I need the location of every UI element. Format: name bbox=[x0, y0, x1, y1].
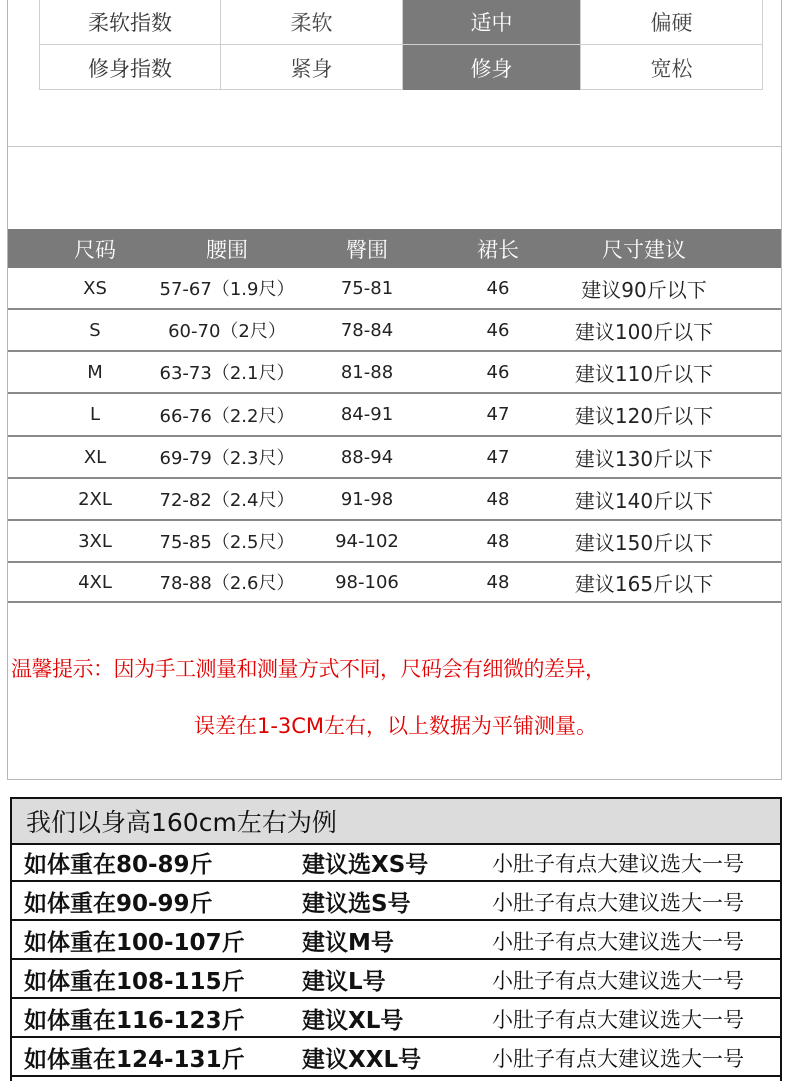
guide-weight-range: 如体重在116-123斤 bbox=[24, 1008, 245, 1034]
cell-suggestion: 建议90斤以下 bbox=[581, 277, 707, 302]
cell-waist: 78-88（2.6尺） bbox=[159, 573, 295, 594]
weight-guide-row bbox=[12, 1040, 780, 1077]
cell-length: 48 bbox=[486, 530, 510, 552]
cell-length: 48 bbox=[486, 488, 510, 510]
cell-hip: 81-88 bbox=[340, 361, 394, 383]
cell-size: 2XL bbox=[78, 488, 112, 510]
header-waist: 腰围 bbox=[206, 237, 248, 262]
cell-suggestion: 建议150斤以下 bbox=[574, 530, 714, 555]
guide-size-advice: 建议M号 bbox=[302, 930, 394, 956]
cell-hip: 94-102 bbox=[335, 530, 399, 552]
cell-suggestion: 建议165斤以下 bbox=[574, 571, 714, 596]
guide-size-advice: 建议选XS号 bbox=[302, 852, 429, 878]
guide-belly-note: 小肚子有点大建议选大一号 bbox=[492, 929, 744, 954]
cell-hip: 98-106 bbox=[335, 571, 399, 593]
header-size: 尺码 bbox=[74, 237, 116, 262]
cell-length: 46 bbox=[486, 319, 510, 341]
fit-option: 紧身 bbox=[220, 45, 402, 90]
guide-belly-note: 小肚子有点大建议选大一号 bbox=[492, 968, 744, 993]
tip-line-1: 温馨提示：因为手工测量和测量方式不同，尺码会有细微的差异， bbox=[11, 657, 606, 681]
weight-guide-table bbox=[10, 797, 782, 1081]
cell-size: L bbox=[89, 404, 101, 425]
size-info-panel bbox=[7, 0, 782, 780]
header-suggestion: 尺寸建议 bbox=[602, 237, 686, 262]
cell-suggestion: 建议100斤以下 bbox=[574, 319, 714, 344]
cell-hip: 84-91 bbox=[340, 404, 394, 425]
fit-label: 修身指数 bbox=[39, 45, 220, 90]
guide-weight-range: 如体重在90-99斤 bbox=[24, 891, 213, 917]
cell-waist: 72-82（2.4尺） bbox=[159, 490, 295, 511]
cell-size: XL bbox=[83, 446, 107, 468]
cell-waist: 66-76（2.2尺） bbox=[159, 405, 295, 427]
size-table-row bbox=[8, 352, 781, 394]
size-table-row bbox=[8, 394, 781, 437]
cell-suggestion: 建议110斤以下 bbox=[574, 361, 714, 386]
cell-length: 46 bbox=[486, 361, 510, 383]
guide-belly-note: 小肚子有点大建议选大一号 bbox=[492, 1046, 744, 1071]
cell-suggestion: 建议140斤以下 bbox=[574, 488, 714, 513]
cell-hip: 91-98 bbox=[340, 488, 394, 510]
cell-size: 3XL bbox=[78, 530, 112, 552]
cell-length: 48 bbox=[486, 571, 510, 593]
guide-weight-range: 如体重在80-89斤 bbox=[24, 852, 213, 878]
weight-guide-row bbox=[12, 884, 780, 921]
size-table-row bbox=[8, 479, 781, 521]
guide-size-advice: 建议XXL号 bbox=[302, 1047, 422, 1073]
cell-waist: 60-70（2尺） bbox=[168, 321, 286, 342]
guide-size-advice: 建议XL号 bbox=[302, 1008, 404, 1034]
cell-suggestion: 建议130斤以下 bbox=[574, 446, 714, 471]
cell-length: 46 bbox=[486, 277, 510, 299]
header-length: 裙长 bbox=[477, 237, 519, 262]
guide-belly-note: 小肚子有点大建议选大一号 bbox=[492, 890, 744, 915]
fit-label: 柔软指数 bbox=[39, 0, 220, 44]
cell-size: M bbox=[87, 361, 103, 383]
guide-belly-note: 小肚子有点大建议选大一号 bbox=[492, 1007, 744, 1032]
cell-hip: 75-81 bbox=[340, 277, 394, 299]
size-table-row bbox=[8, 310, 781, 352]
cell-size: XS bbox=[83, 277, 107, 299]
fit-option-selected: 适中 bbox=[402, 0, 580, 44]
fit-row-softness bbox=[39, 0, 763, 45]
cell-size: S bbox=[89, 319, 101, 341]
tip-line-2: 误差在1-3CM左右，以上数据为平铺测量。 bbox=[193, 714, 598, 738]
cell-suggestion: 建议120斤以下 bbox=[574, 404, 714, 428]
size-table-header bbox=[8, 229, 781, 268]
guide-weight-range: 如体重在100-107斤 bbox=[24, 930, 245, 956]
fit-option: 宽松 bbox=[580, 45, 763, 90]
weight-guide-row bbox=[12, 1001, 780, 1038]
weight-guide-title: 我们以身高160cm左右为例 bbox=[12, 799, 780, 845]
guide-size-advice: 建议选S号 bbox=[302, 891, 411, 917]
cell-size: 4XL bbox=[78, 571, 112, 593]
fit-row-slimness bbox=[39, 45, 763, 90]
size-table-row bbox=[8, 563, 781, 603]
cell-length: 47 bbox=[486, 446, 510, 468]
fit-index-table bbox=[39, 0, 763, 90]
cell-waist: 75-85（2.5尺） bbox=[159, 532, 295, 553]
section-divider bbox=[8, 146, 781, 147]
guide-size-advice: 建议L号 bbox=[302, 969, 386, 995]
guide-weight-range: 如体重在124-131斤 bbox=[24, 1047, 245, 1073]
weight-guide-row bbox=[12, 845, 780, 882]
cell-waist: 69-79（2.3尺） bbox=[159, 448, 295, 469]
cell-hip: 88-94 bbox=[340, 446, 394, 468]
cell-waist: 57-67（1.9尺） bbox=[159, 279, 295, 300]
cell-waist: 63-73（2.1尺） bbox=[159, 363, 295, 384]
cell-length: 47 bbox=[486, 404, 510, 425]
guide-belly-note: 小肚子有点大建议选大一号 bbox=[492, 851, 744, 876]
guide-weight-range: 如体重在108-115斤 bbox=[24, 969, 245, 995]
fit-option: 偏硬 bbox=[580, 0, 763, 44]
fit-option: 柔软 bbox=[220, 0, 402, 44]
size-table-row bbox=[8, 521, 781, 563]
weight-guide-row bbox=[12, 962, 780, 999]
header-hip: 臀围 bbox=[346, 237, 388, 262]
fit-option-selected: 修身 bbox=[402, 45, 580, 90]
size-table-row bbox=[8, 268, 781, 310]
weight-guide-row bbox=[12, 923, 780, 960]
cell-hip: 78-84 bbox=[340, 319, 394, 341]
size-table-row bbox=[8, 437, 781, 479]
